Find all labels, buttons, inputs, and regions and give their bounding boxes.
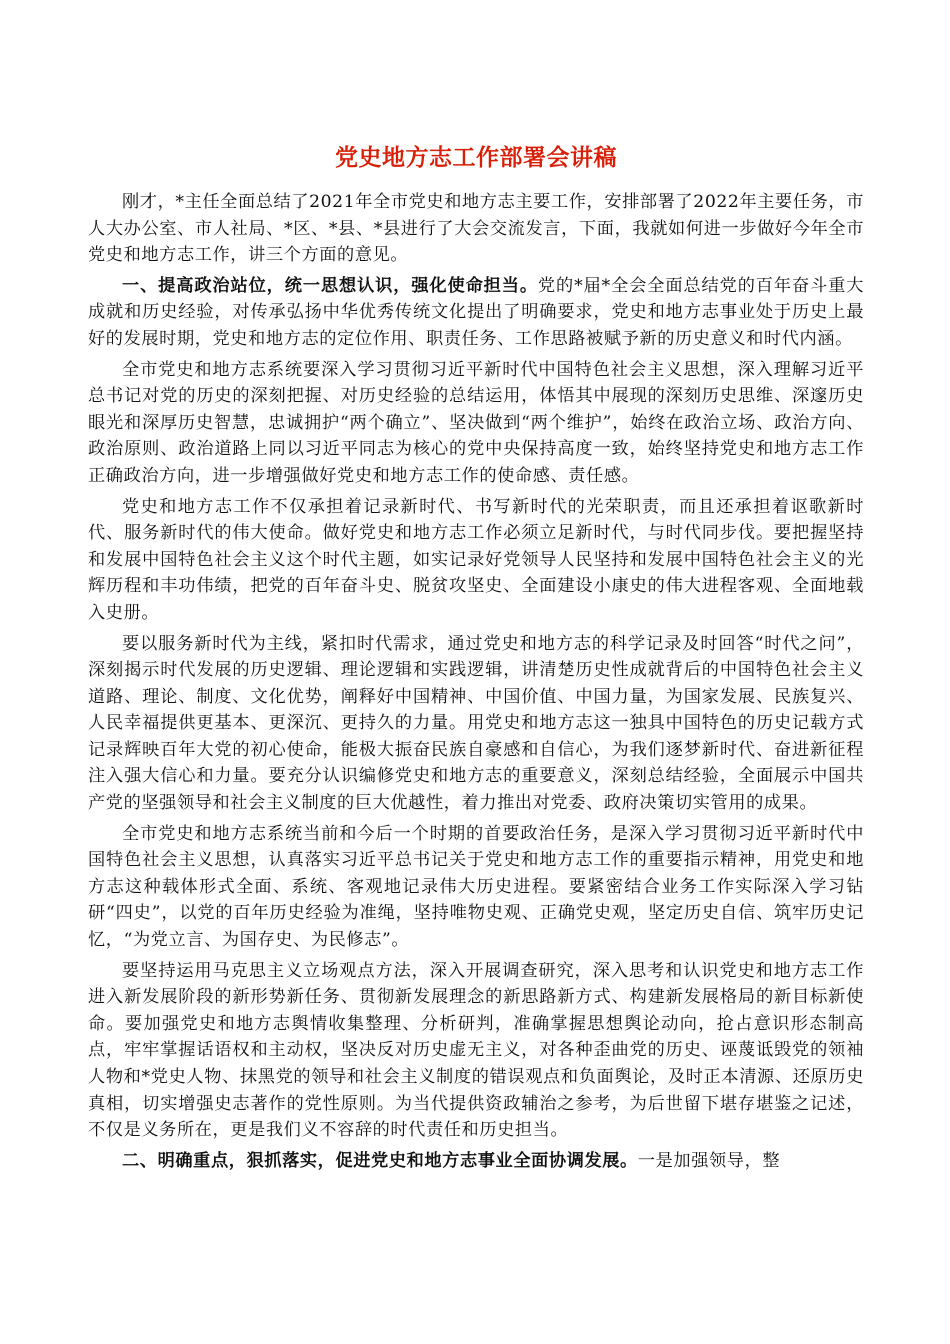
paragraph-body — [88, 821, 864, 954]
paragraph-section-one — [88, 273, 864, 353]
paragraph-intro — [88, 189, 864, 269]
paragraph-section-two — [88, 1148, 864, 1175]
paragraph-text: 刚才，*主任全面总结了2021年全市党史和地方志主要工作，安排部署了2022年主要任务，市人大办公室、市人社局、*区、*县、*县进行了大会交流发言，下面，我就如何进一步做好今年全市党史和地方志工作，讲三个方面的意见。 — [88, 192, 864, 266]
section-heading: 一、提高政治站位，统一思想认识，强化使命担当。 — [122, 275, 538, 296]
paragraph-body — [88, 958, 864, 1144]
paragraph-body — [88, 631, 864, 817]
paragraph-text: 全市党史和地方志系统当前和今后一个时期的首要政治任务，是深入学习贯彻习近平新时代中国特色社会主义思想，认真落实习近平总书记关于党史和地方志工作的重要指示精神，用党史和地方志这种载体形式全面、系统、客观地记录伟大历史进程。要紧密结合业务工作实际深入学习钻研“四史”，以党的百年历史经验为准绳，坚持唯物史观、正确党史观，坚定历史自信、筑牢历史记忆，“为党立言、为国存史、为民修志”。 — [88, 823, 864, 951]
paragraph-text: 全市党史和地方志系统要深入学习贯彻习近平新时代中国特色社会主义思想，深入理解习近平总书记对党的历史的深刻把握、对历史经验的总结运用，体悟其中展现的深刻历史思维、深邃历史眼光和深厚历史智慧，忠诚拥护“两个确立”、坚决做到“两个维护”，始终在政治立场、政治方向、政治原则、政治道路上同以习近平同志为核心的党中央保持高度一致，始终坚持党史和地方志工作正确政治方向，进一步增强做好党史和地方志工作的使命感、责任感。 — [88, 359, 864, 486]
paragraph-body — [88, 357, 864, 490]
paragraph-text: 一是加强领导，整 — [637, 1150, 781, 1171]
document-title: 党史地方志工作部署会讲稿 — [335, 144, 617, 171]
section-heading: 二、明确重点，狠抓落实，促进党史和地方志事业全面协调发展。 — [122, 1150, 638, 1171]
paragraph-text: 要坚持运用马克思主义立场观点方法，深入开展调查研究，深入思考和认识党史和地方志工作进入新发展阶段的新形势新任务、贯彻新发展理念的新思路新方式、构建新发展格局的新目标新使命。要加强党史和地方志舆情收集整理、分析研判，准确掌握思想舆论动向，抢占意识形态制高点，牢牢掌握话语权和主动权，坚决反对历史虚无主义，对各种歪曲党的历史、诬蔑诋毁党的领袖人物和*党史人物、抹黑党的领导和社会主义制度的错误观点和负面舆论，及时正本清源、还原历史真相，切实增强史志著作的党性原则。为当代提供资政辅治之参考，为后世留下堪存堪鉴之记述，不仅是义务所在，更是我们义不容辞的时代责任和历史担当。 — [88, 960, 864, 1141]
paragraph-text: 党史和地方志工作不仅承担着记录新时代、书写新时代的光荣职责，而且还承担着讴歌新时代、服务新时代的伟大使命。做好党史和地方志工作必须立足新时代，与时代同步伐。要把握坚持和发展中国特色社会主义这个时代主题，如实记录好党领导人民坚持和发展中国特色社会主义的光辉历程和丰功伟绩，把党的百年奋斗史、脱贫攻坚史、全面建设小康史的伟大进程客观、全面地载入史册。 — [88, 496, 864, 623]
paragraph-text: 党的*届*全会全面总结党的百年奋斗重大成就和历史经验，对传承弘扬中华优秀传统文化提出了明确要求，党史和地方志事业处于历史上最好的发展时期，党史和地方志的定位作用、职责任务、工作思路被赋予新的历史意义和时代内涵。 — [88, 275, 864, 349]
paragraph-body — [88, 494, 864, 627]
paragraph-text: 要以服务新时代为主线，紧扣时代需求，通过党史和地方志的科学记录及时回答“时代之问”，深刻揭示时代发展的历史逻辑、理论逻辑和实践逻辑，讲清楚历史性成就背后的中国特色社会主义道路、理论、制度、文化优势，阐释好中国精神、中国价值、中国力量，为国家发展、民族复兴、人民幸福提供更基本、更深沉、更持久的力量。用党史和地方志这一独具中国特色的历史记载方式记录辉映百年大党的初心使命，能极大振奋民族自豪感和自信心，为我们逐梦新时代、奋进新征程注入强大信心和力量。要充分认识编修党史和地方志的重要意义，深刻总结经验，全面展示中国共产党的坚强领导和社会主义制度的巨大优越性，着力推出对党委、政府决策切实管用的成果。 — [88, 633, 864, 814]
document-page — [88, 138, 864, 1174]
